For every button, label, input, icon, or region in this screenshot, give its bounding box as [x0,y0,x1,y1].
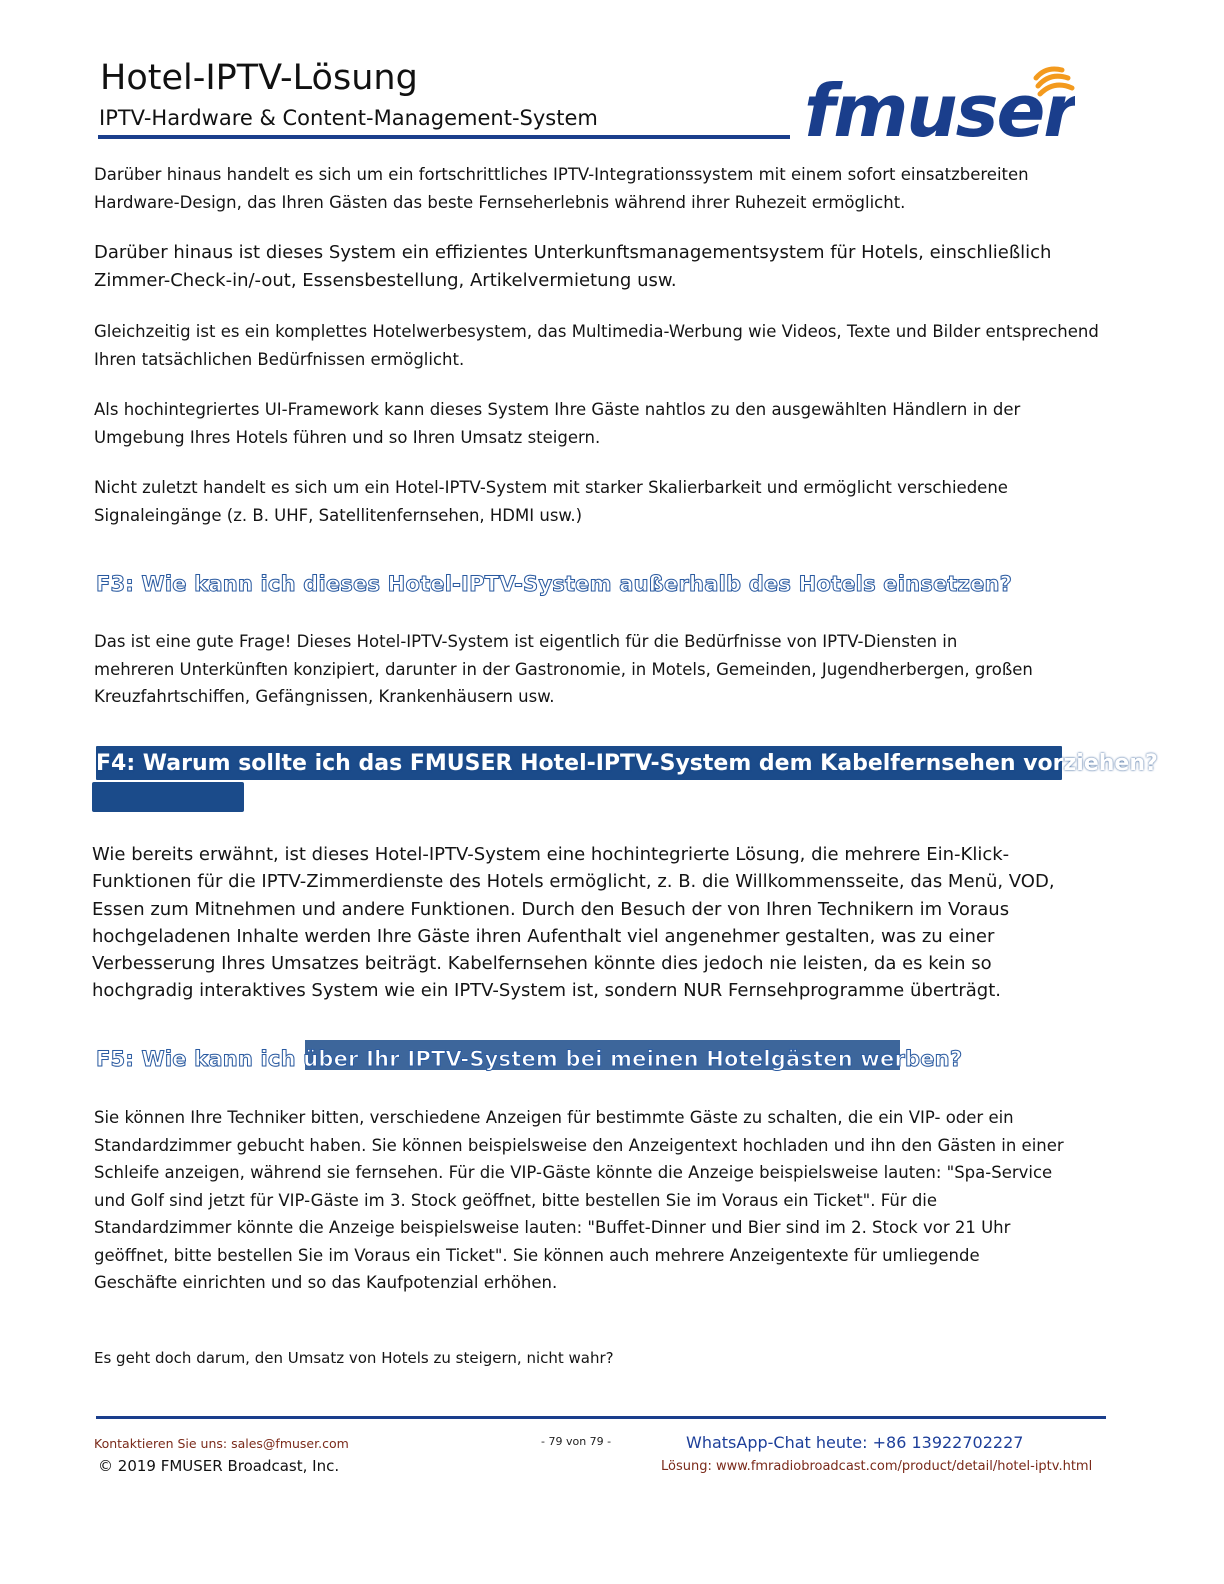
intro-paragraph-2: Darüber hinaus ist dieses System ein effizientes Unterkunftsmanagementsystem für Hotels, einschließlich Zimmer-Check-in/-out, Essensbestellung, Artikelvermietung usw. [94,242,1052,291]
f5-answer: Sie können Ihre Techniker bitten, verschiedene Anzeigen für bestimmte Gäste zu schalten, die ein VIP- oder ein Standardzimmer gebucht haben. Sie können beispielsweise den Anzeigentext hochladen und ihn den Gästen in einer Schleife anzeigen, während sie fernsehen. Für die VIP-Gäste könnte die Anzeige beispielsweise lauten: "Spa-Service und Golf sind jetzt für VIP-Gäste im 3. Stock geöffnet, bitte bestellen Sie im Voraus ein Ticket". Für die Standardzimmer könnte die Anzeige beispielsweise lauten: "Buffet-Dinner und Bier sind im 2. Stock vor 21 Uhr geöffnet, bitte bestellen Sie im Voraus ein Ticket". Sie können auch mehrere Anzeigentexte für umliegende Geschäfte einrichten und so das Kaufpotenzial erhöhen. [94,1108,1064,1292]
footer-copyright-text: 2019 FMUSER Broadcast, Inc. [117,1457,340,1475]
header-divider [98,135,790,139]
f4-heading-band-extension [92,782,244,812]
footer-whatsapp: WhatsApp-Chat heute: +86 13922702227 [686,1433,1024,1452]
intro-paragraph-4: Als hochintegriertes UI-Framework kann dieses System Ihre Gäste nahtlos zu den ausgewählten Händlern in der Umgebung Ihres Hotels führen und so Ihren Umsatz steigern. [94,400,1021,447]
intro-paragraph-1: Darüber hinaus handelt es sich um ein fortschrittliches IPTV-Integrationssystem mit einem sofort einsatzbereiten Hardware-Design, das Ihren Gästen das beste Fernseherlebnis während ihrer Ruhezeit ermöglicht. [94,165,1029,212]
page-number: - 79 von 79 - [541,1435,612,1448]
fmuser-logo [800,58,1075,148]
f4-question-heading: F4: Warum sollte ich das FMUSER Hotel-IPTV-System dem Kabelfernsehen vorziehen? [96,751,1158,776]
page-title: Hotel-IPTV-Lösung [100,58,418,98]
copyright-icon: © [98,1457,113,1475]
intro-paragraph-3: Gleichzeitig ist es ein komplettes Hotelwerbesystem, das Multimedia-Werbung wie Videos, Texte und Bilder entsprechend Ihren tatsächlichen Bedürfnissen ermöglicht. [94,322,1099,369]
f5-question-heading: F5: Wie kann ich über Ihr IPTV-System bei meinen Hotelgästen werben? [96,1047,963,1071]
svg-text:fmuser: fmuser [804,69,1075,148]
footer-solution-link[interactable]: Lösung: www.fmradiobroadcast.com/product/detail/hotel-iptv.html [661,1459,1093,1474]
f4-answer: Wie bereits erwähnt, ist dieses Hotel-IPTV-System eine hochintegrierte Lösung, die mehrere Ein-Klick-Funktionen für die IPTV-Zimmerdienste des Hotels ermöglicht, z. B. die Willkommensseite, das Menü, VOD, Essen zum Mitnehmen und andere Funktionen. Durch den Besuch der von Ihren Technikern im Voraus hochgeladenen Inhalte werden Ihre Gäste ihren Aufenthalt viel angenehmer gestalten, was zu einer Verbesserung Ihres Umsatzes beiträgt. Kabelfernsehen könnte dies jedoch nie leisten, da es kein so hochgradig interaktives System wie ein IPTV-System ist, sondern NUR Fernsehprogramme überträgt. [92,844,1055,1002]
fmuser-logo-graphic [800,58,1075,148]
f3-answer: Das ist eine gute Frage! Dieses Hotel-IPTV-System ist eigentlich für die Bedürfnisse von IPTV-Diensten in mehreren Unterkünften konzipiert, darunter in der Gastronomie, in Motels, Gemeinden, Jugendherbergen, großen Kreuzfahrtschiffen, Gefängnissen, Krankenhäusern usw. [94,632,1033,706]
page-subtitle: IPTV-Hardware & Content-Management-System [99,106,598,130]
f3-question-heading: F3: Wie kann ich dieses Hotel-IPTV-System außerhalb des Hotels einsetzen? [96,572,1013,596]
footer-contact: Kontaktieren Sie uns: sales@fmuser.com [94,1436,349,1451]
footer-copyright [98,1457,339,1475]
intro-paragraph-5: Nicht zuletzt handelt es sich um ein Hotel-IPTV-System mit starker Skalierbarkeit und ermöglicht verschiedene Signaleingänge (z. B. UHF, Satellitenfernsehen, HDMI usw.) [94,478,1008,525]
f5-closing: Es geht doch darum, den Umsatz von Hotels zu steigern, nicht wahr? [94,1349,614,1367]
footer-divider [96,1416,1106,1419]
